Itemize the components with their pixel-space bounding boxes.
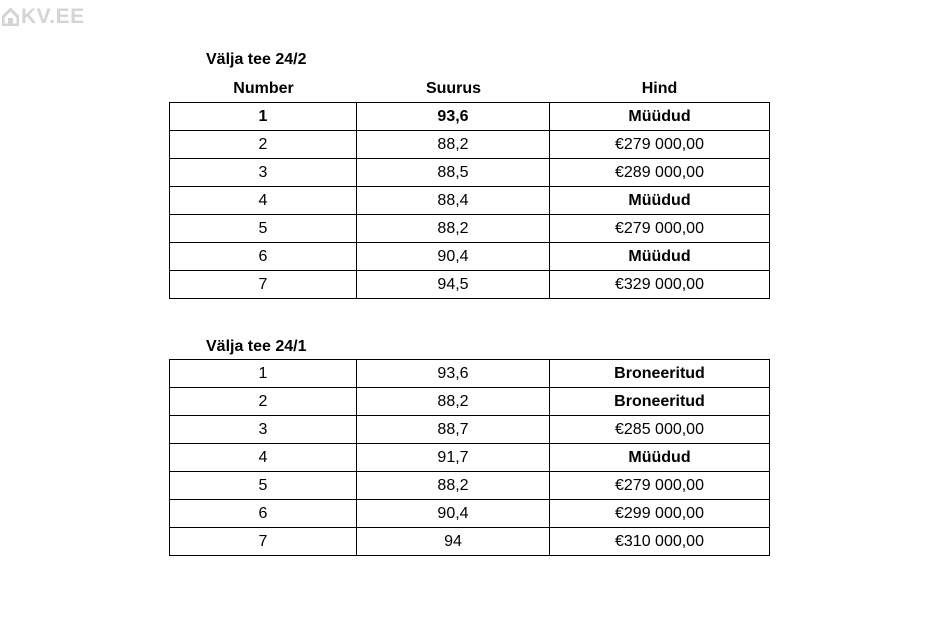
cell-size: 88,2 <box>357 472 550 500</box>
table-row <box>170 243 770 271</box>
cell-price: Müüdud <box>550 243 770 271</box>
cell-number: 5 <box>170 472 357 500</box>
cell-size: 88,2 <box>357 131 550 159</box>
section-title-valja-tee-24-2: Välja tee 24/2 <box>206 51 307 68</box>
apartments-table-24-1 <box>169 359 770 556</box>
table-row <box>170 472 770 500</box>
table-row <box>170 360 770 388</box>
cell-number: 4 <box>170 187 357 215</box>
cell-price: €279 000,00 <box>550 215 770 243</box>
cell-size: 88,2 <box>357 388 550 416</box>
cell-size: 88,2 <box>357 215 550 243</box>
table-row <box>170 131 770 159</box>
cell-size: 91,7 <box>357 444 550 472</box>
cell-price: €279 000,00 <box>550 472 770 500</box>
table-row <box>170 416 770 444</box>
cell-price: Müüdud <box>550 187 770 215</box>
cell-size: 94 <box>357 528 550 556</box>
table-header <box>170 79 769 99</box>
section-title-valja-tee-24-1: Välja tee 24/1 <box>206 338 307 355</box>
cell-price: Broneeritud <box>550 360 770 388</box>
cell-size: 93,6 <box>357 360 550 388</box>
cell-size: 90,4 <box>357 243 550 271</box>
cell-number: 6 <box>170 500 357 528</box>
header-price: Hind <box>641 80 678 97</box>
cell-price: €299 000,00 <box>550 500 770 528</box>
header-size: Suurus <box>425 80 482 97</box>
cell-size: 94,5 <box>357 271 550 299</box>
cell-size: 93,6 <box>357 103 550 131</box>
cell-number: 4 <box>170 444 357 472</box>
table-row <box>170 103 770 131</box>
cell-size: 90,4 <box>357 500 550 528</box>
house-icon <box>2 8 19 26</box>
table-row <box>170 159 770 187</box>
table-row <box>170 271 770 299</box>
table-row <box>170 500 770 528</box>
cell-price: €329 000,00 <box>550 271 770 299</box>
cell-price: Broneeritud <box>550 388 770 416</box>
cell-number: 5 <box>170 215 357 243</box>
table-row <box>170 388 770 416</box>
cell-number: 2 <box>170 131 357 159</box>
cell-price: €285 000,00 <box>550 416 770 444</box>
cell-number: 7 <box>170 528 357 556</box>
cell-price: €279 000,00 <box>550 131 770 159</box>
cell-price: €289 000,00 <box>550 159 770 187</box>
table-row <box>170 444 770 472</box>
cell-number: 3 <box>170 416 357 444</box>
apartments-table-24-2 <box>169 102 770 299</box>
cell-number: 1 <box>170 360 357 388</box>
table-row <box>170 215 770 243</box>
cell-price: Müüdud <box>550 103 770 131</box>
header-number: Number <box>233 80 294 97</box>
cell-number: 1 <box>170 103 357 131</box>
cell-size: 88,4 <box>357 187 550 215</box>
table-row <box>170 187 770 215</box>
cell-number: 2 <box>170 388 357 416</box>
cell-size: 88,5 <box>357 159 550 187</box>
cell-number: 7 <box>170 271 357 299</box>
cell-price: €310 000,00 <box>550 528 770 556</box>
table-row <box>170 528 770 556</box>
cell-size: 88,7 <box>357 416 550 444</box>
cell-number: 6 <box>170 243 357 271</box>
watermark-text: KV.EE <box>21 5 85 28</box>
cell-number: 3 <box>170 159 357 187</box>
kv-ee-watermark <box>2 6 85 28</box>
cell-price: Müüdud <box>550 444 770 472</box>
